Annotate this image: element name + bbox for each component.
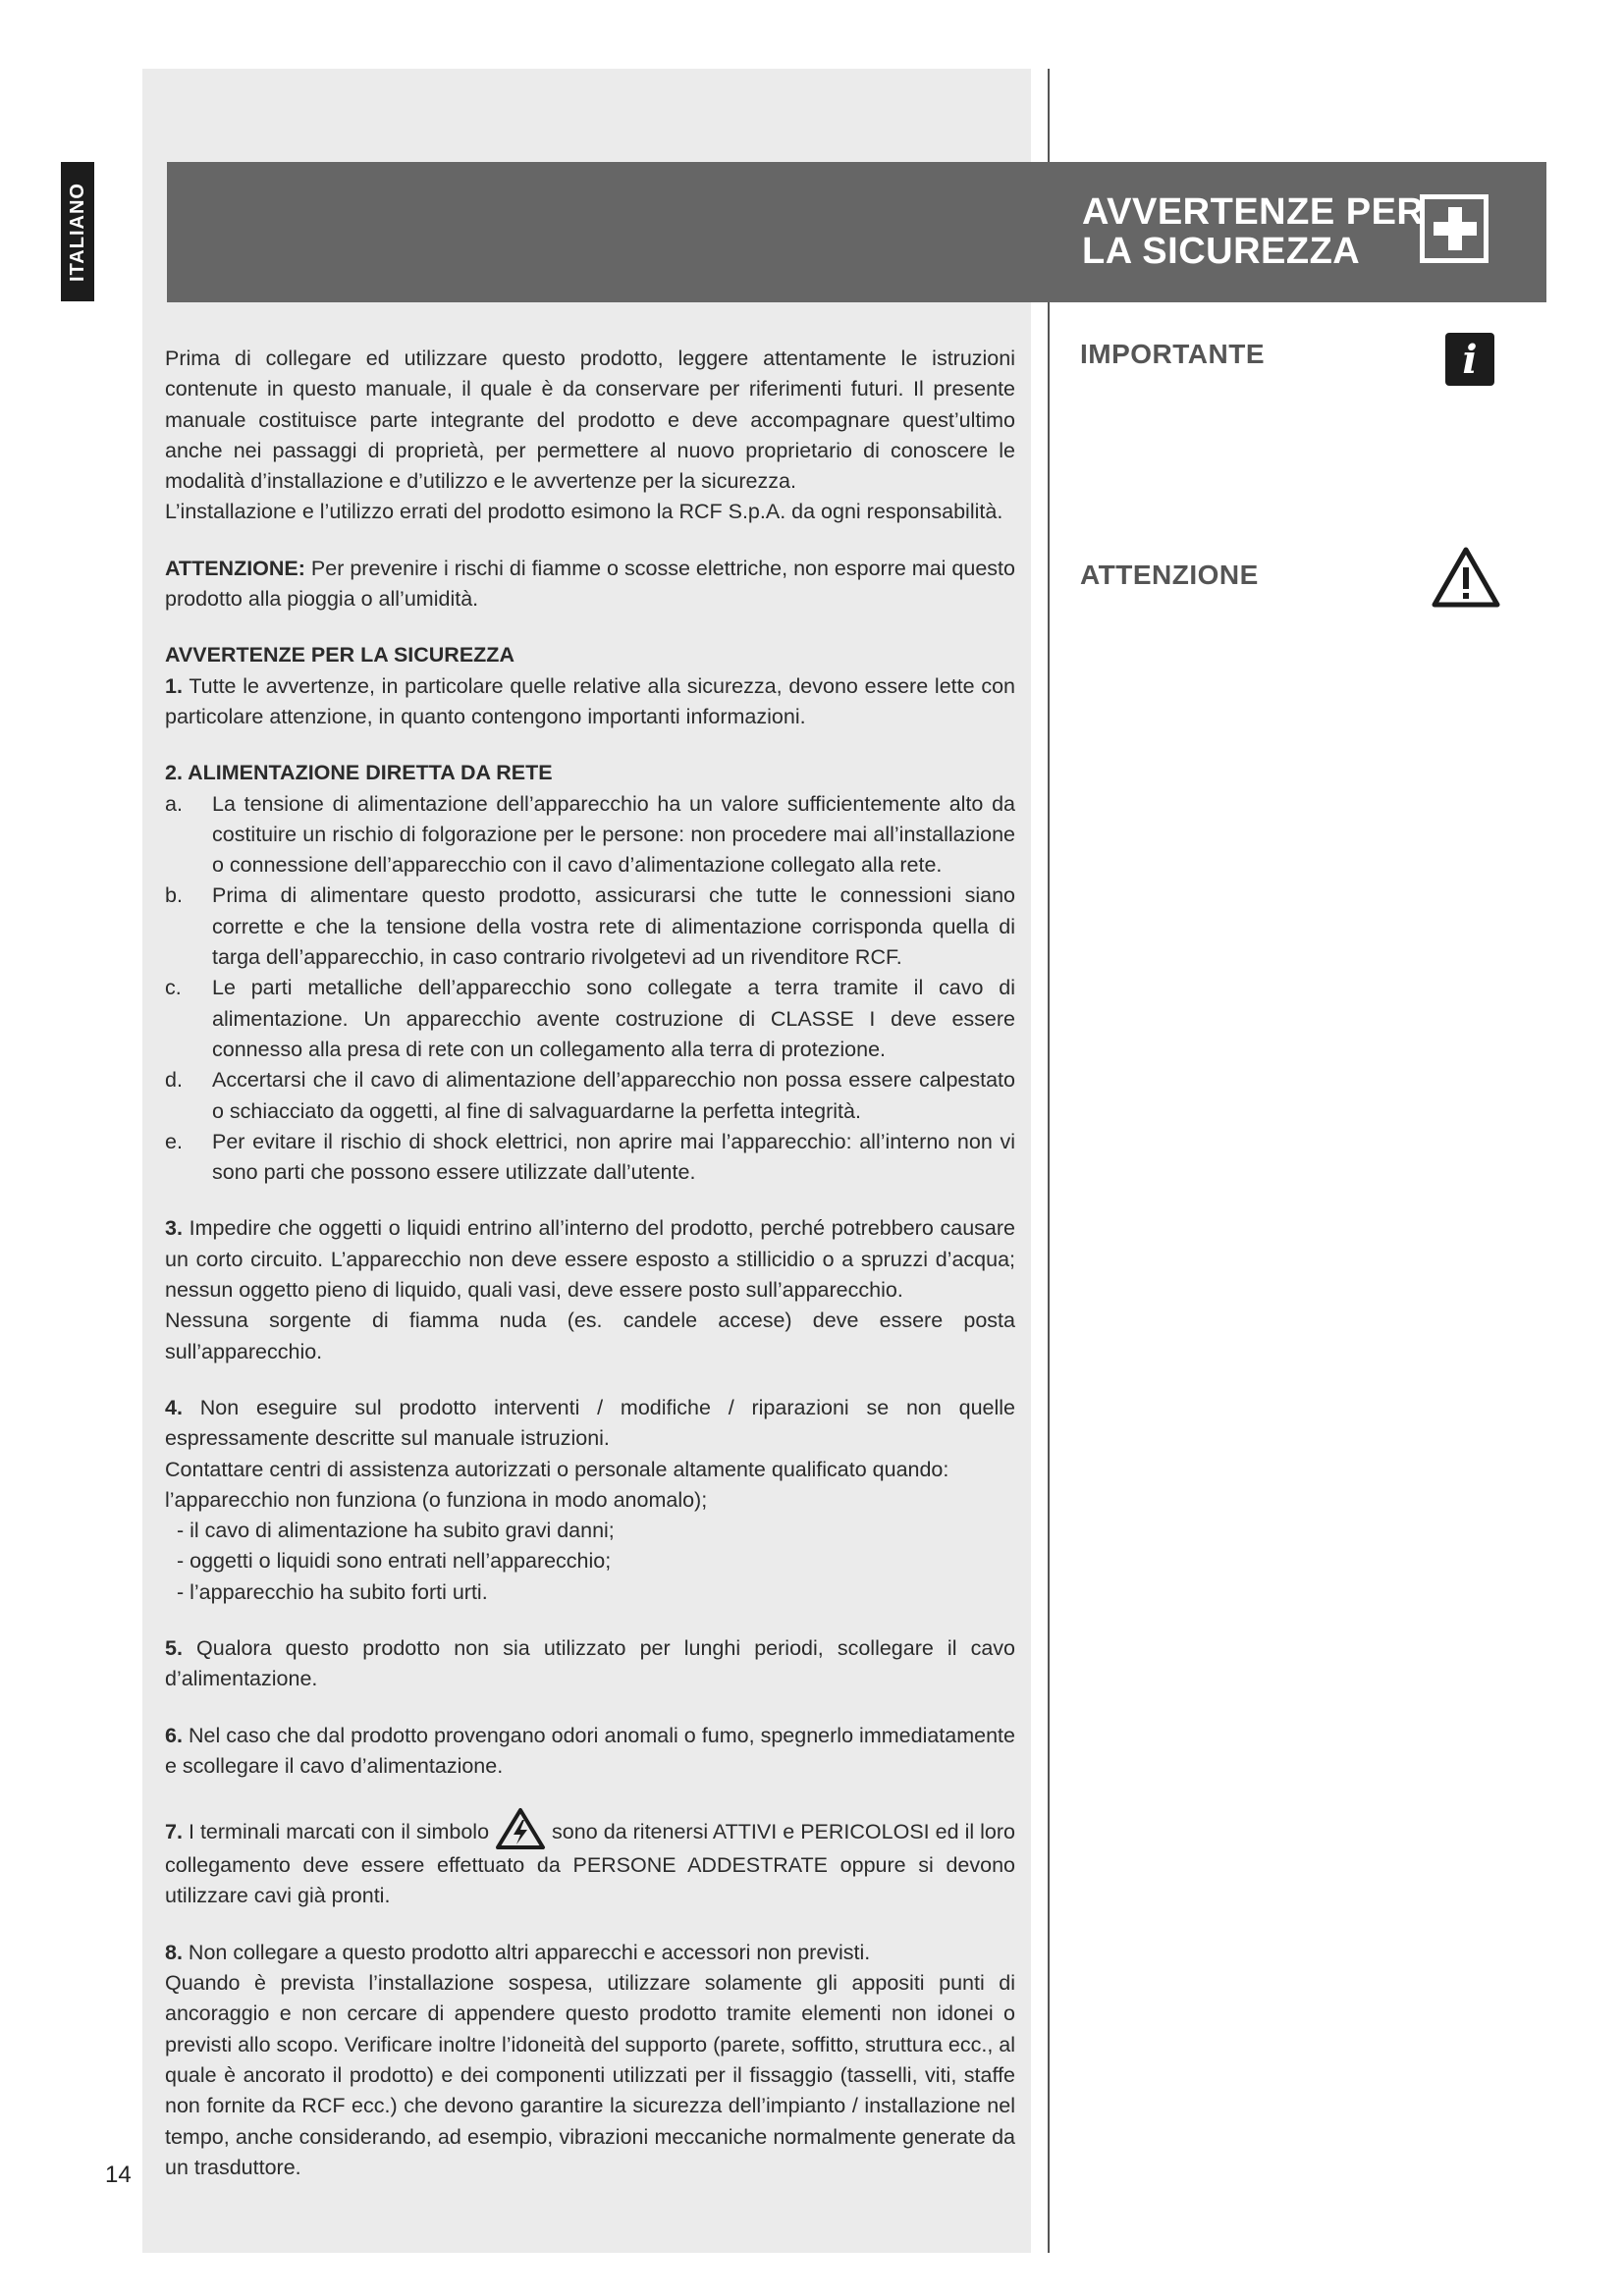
language-tab-label: ITALIANO [66,182,88,282]
section-title-line1: AVVERTENZE PER [1082,191,1425,233]
page-number: 14 [105,2162,132,2188]
safety-item-4 [165,1393,1015,1455]
item-text: Qualora questo prodotto non sia utilizzato per lunghi periodi, scollegare il cavo d’alimentazione. [165,1635,1015,1691]
attention-text: Per prevenire i rischi di fiamme o scosse elettriche, non esporre mai questo prodotto alla pioggia o all’umidità. [165,556,1015,612]
item-text: Non eseguire sul prodotto interventi / modifiche / riparazioni se non quelle espressamente descritte sul manuale istruzioni. [165,1395,1015,1451]
item-number: 8. [165,1940,183,1964]
safety-item-4-condition: l’apparecchio non funziona (o funziona in modo anomalo); [165,1487,708,1512]
list-text: Per evitare il rischio di shock elettrici, non aprire mai l’apparecchio: all’interno non vi sono parti che possono essere utilizzate dall’utente. [212,1129,1015,1185]
list-label: c. [165,976,182,1000]
safety-item-1 [165,671,1015,733]
item-text: Impedire che oggetti o liquidi entrino all’interno del prodotto, perché potrebbero causare un corto circuito. L’apparecchio non deve essere esposto a stillicidio o a spruzzi d’acqua; nessun oggetto pieno di liquido, quali vasi, deve essere posto sull’apparecchio. [165,1216,1015,1303]
item-number: 4. [165,1395,183,1419]
item-number: 1. [165,673,183,698]
list-label: e. [165,1129,183,1153]
attention-inline-label: ATTENZIONE: [165,556,305,580]
safety-heading: AVVERTENZE PER LA SICUREZZA [165,643,514,667]
item-text: Non collegare a questo prodotto altri apparecchi e accessori non previsti. [182,1940,871,1964]
item-text: Tutte le avvertenze, in particolare quelle relative alla sicurezza, devono essere lette con particolare attenzione, in quanto contengono importanti informazioni. [165,673,1015,728]
dash-item: - oggetti o liquidi sono entrati nell’apparecchio; [177,1549,612,1574]
safety-item-3 [165,1213,1015,1306]
safety-item-5 [165,1633,1015,1695]
list-text: La tensione di alimentazione dell’apparecchio ha un valore sufficientemente alto da costituire un rischio di folgorazione per le persone: non procedere mai all’installazione o connessione dell’apparecchio con il cavo d’alimentazione collegato alla rete. [212,791,1015,878]
list-label: a. [165,791,183,816]
mains-heading: 2. ALIMENTAZIONE DIRETTA DA RETE [165,761,553,785]
important-label: IMPORTANTE [1080,339,1266,369]
item-number: 3. [165,1216,183,1241]
mains-item-b [165,881,1015,973]
list-label: d. [165,1068,183,1093]
language-tab [61,162,94,301]
safety-item-4-contact: Contattare centri di assistenza autorizzati o personale altamente qualificato quando: [165,1457,949,1481]
warning-triangle-icon [1432,546,1500,609]
column-divider [1048,69,1050,2253]
safety-item-7 [165,1807,1015,1912]
main-text [165,344,1015,2183]
item-text: I terminali marcati con il simbolo [182,1820,496,1844]
item-text: sono da ritenersi ATTIVI e PERICOLOSI ed il loro collegamento deve essere effettuato da PERSONE ADDESTRATE oppure si devono utilizzare cavi già pronti. [165,1820,1015,1908]
section-title-line2: LA SICUREZZA [1082,231,1361,272]
mains-item-a [165,789,1015,881]
safety-item-8-suspension: Quando è prevista l’installazione sospesa, utilizzare solamente gli appositi punti di ancoraggio e non cercare di appendere questo prodotto tramite elementi non idonei o previsti allo scopo. Verificare inoltre l’idoneità del supporto (parete, soffitto, struttura ecc., al quale è ancorato il prodotto) e dei componenti utilizzati per il fissaggio (tasselli, viti, staffe non fornite da RCF ecc.) che devono garantire la sicurezza dell’impianto / installazione nel tempo, anche considerando, ad esempio, vibrazioni meccaniche normalmente generate da un trasduttore. [165,1971,1016,2179]
item-number: 7. [165,1820,183,1844]
safety-item-3-flame: Nessuna sorgente di fiamma nuda (es. candele accese) deve essere posta sull’apparecchio. [165,1308,1015,1363]
mains-item-d [165,1065,1015,1127]
intro-liability: L’installazione e l’utilizzo errati del prodotto esimono la RCF S.p.A. da ogni responsabilità. [165,500,1003,524]
dash-item: - l’apparecchio ha subito forti urti. [177,1579,488,1604]
dash-item: - il cavo di alimentazione ha subito gravi danni; [177,1519,615,1543]
intro-paragraph: Prima di collegare ed utilizzare questo prodotto, leggere attentamente le istruzioni contenute in questo manuale, il quale è da conservare per riferimenti futuri. Il presente manuale costituisce parte integrante del prodotto e deve accompagnare quest’ultimo anche nei passaggi di proprietà, per permettere al nuovo proprietario di conoscere le modalità d’installazione e d’utilizzo e le avvertenze per la sicurezza. [165,347,1015,494]
mains-item-c [165,973,1015,1065]
mains-item-e [165,1127,1015,1189]
item-text: Nel caso che dal prodotto provengano odori anomali o fumo, spegnerlo immediatamente e scollegare il cavo d’alimentazione. [165,1723,1015,1778]
safety-item-6 [165,1721,1015,1783]
list-text: Accertarsi che il cavo di alimentazione dell’apparecchio non possa essere calpestato o schiacciato da oggetti, al fine di salvaguardarne la perfetta integrità. [212,1068,1015,1123]
section-title [1082,191,1425,272]
list-text: Le parti metalliche dell’apparecchio sono collegate a terra tramite il cavo di alimentazione. Un apparecchio avente costruzione di CLASSE I deve essere connesso alla presa di rete con un collegamento alla terra di protezione. [212,976,1015,1061]
item-number: 6. [165,1723,183,1747]
first-aid-cross-icon [1420,194,1489,263]
lightning-warning-icon [495,1807,546,1850]
safety-item-8 [165,1938,1015,1968]
item-number: 5. [165,1635,183,1660]
attention-label: ATTENZIONE [1080,560,1259,590]
list-text: Prima di alimentare questo prodotto, assicurarsi che tutte le connessioni siano corrette e che la tensione della vostra rete di alimentazione corrisponda quella di targa dell’apparecchio, in caso contrario rivolgetevi ad un rivenditore RCF. [212,883,1015,970]
info-icon: i [1445,333,1494,386]
list-label: b. [165,883,183,908]
attention-paragraph [165,554,1015,615]
